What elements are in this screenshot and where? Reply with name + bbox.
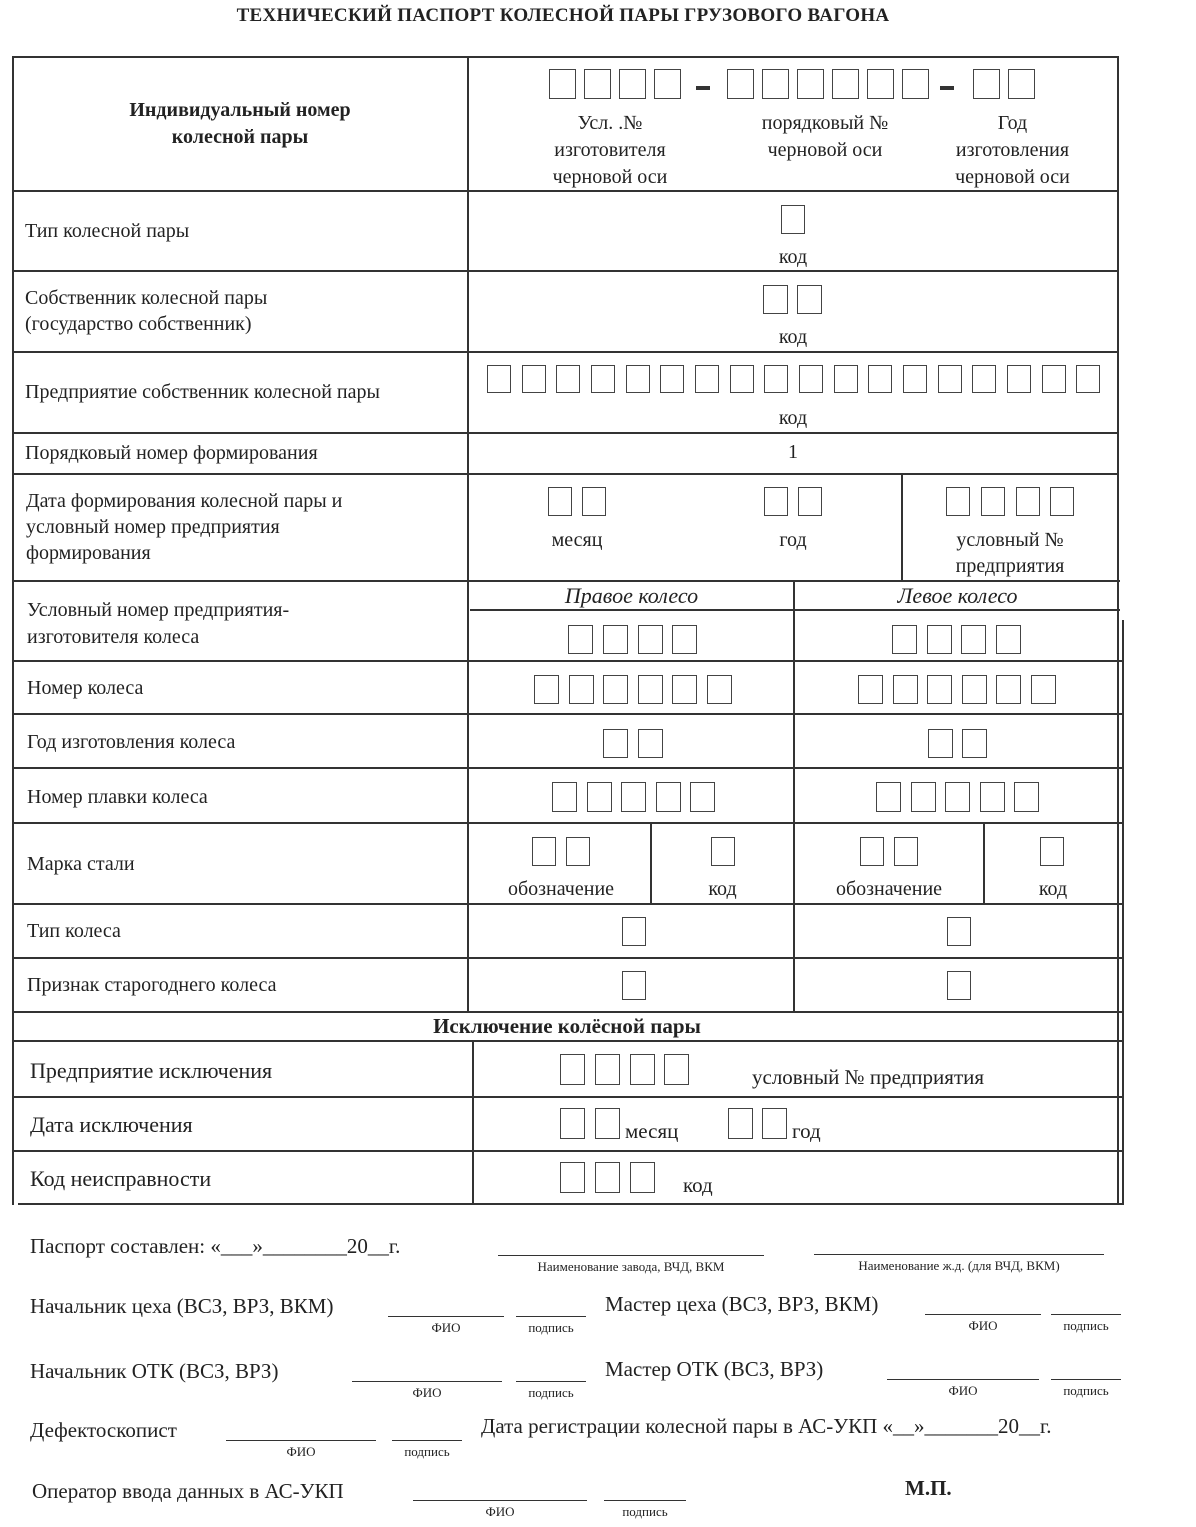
digit-box[interactable] bbox=[522, 365, 546, 393]
wheelset-number-label: Индивидуальный номер bbox=[129, 99, 351, 121]
exclusion-heading: Исключение колёсной пары bbox=[433, 1014, 701, 1038]
steel-grade-label: Марка стали bbox=[27, 853, 135, 875]
digit-box[interactable] bbox=[868, 365, 892, 393]
row-divider bbox=[12, 660, 1122, 662]
wheel-column-divider bbox=[793, 580, 795, 1012]
enterprise-number-box[interactable] bbox=[1016, 487, 1040, 516]
exclusion-month-caption: месяц bbox=[625, 1119, 679, 1143]
dash-separator bbox=[696, 86, 710, 90]
exclusion-year-box[interactable] bbox=[728, 1108, 753, 1139]
exclusion-date-label: Дата исключения bbox=[30, 1112, 193, 1137]
wheel-type-label: Тип колеса bbox=[27, 920, 121, 942]
left-wheel-maker-box[interactable] bbox=[961, 625, 986, 654]
fault-code-box[interactable] bbox=[560, 1162, 585, 1193]
digit-box[interactable] bbox=[797, 69, 824, 99]
right-old-wheel-box[interactable] bbox=[622, 971, 646, 1000]
shop-master-fio-line[interactable] bbox=[925, 1314, 1041, 1315]
exclusion-enterprise-box[interactable] bbox=[560, 1054, 585, 1085]
left-wheel-number-box[interactable] bbox=[893, 675, 918, 704]
signature-caption: подпись bbox=[528, 1320, 574, 1335]
shop-head-label: Начальник цеха (ВСЗ, ВРЗ, ВКМ) bbox=[30, 1294, 334, 1318]
row-divider bbox=[12, 822, 1122, 824]
left-wheel-year-box[interactable] bbox=[962, 729, 987, 758]
designation-caption: обозначение bbox=[507, 878, 615, 900]
month-box[interactable] bbox=[582, 487, 606, 516]
left-wheel-number-box[interactable] bbox=[996, 675, 1021, 704]
right-steel-code-box[interactable] bbox=[711, 837, 735, 866]
fault-code-caption: код bbox=[683, 1173, 713, 1197]
melt-number-label: Номер плавки колеса bbox=[27, 786, 208, 808]
row-divider bbox=[12, 903, 1122, 905]
fault-code-box[interactable] bbox=[595, 1162, 620, 1193]
fio-caption: ФИО bbox=[431, 1320, 461, 1335]
exclusion-enterprise-box[interactable] bbox=[630, 1054, 655, 1085]
enterprise-number-box[interactable] bbox=[1050, 487, 1074, 516]
digit-box[interactable] bbox=[1042, 365, 1066, 393]
defectoscopist-fio-line[interactable] bbox=[226, 1440, 376, 1441]
formation-date-label: формирования bbox=[26, 542, 151, 564]
exclusion-enterprise-box[interactable] bbox=[664, 1054, 689, 1085]
digit-box[interactable] bbox=[549, 69, 576, 99]
right-melt-number-box[interactable] bbox=[656, 782, 681, 812]
digit-box[interactable] bbox=[660, 365, 684, 393]
right-wheel-maker-box[interactable] bbox=[603, 625, 628, 654]
shop-head-signature-line[interactable] bbox=[516, 1316, 586, 1317]
row-divider bbox=[12, 1040, 1122, 1042]
left-steel-designation-box[interactable] bbox=[860, 837, 884, 866]
formation-date-label: Дата формирования колесной пары и bbox=[26, 490, 343, 512]
digit-box[interactable] bbox=[654, 69, 681, 99]
digit-box[interactable] bbox=[1007, 365, 1031, 393]
wheel-maker-label: Условный номер предприятия- bbox=[27, 599, 290, 621]
row-divider bbox=[12, 432, 1118, 434]
digit-box[interactable] bbox=[973, 69, 1000, 99]
axle-year-caption: изготовления bbox=[955, 139, 1070, 161]
right-wheel-number-box[interactable] bbox=[603, 675, 628, 704]
axle-year-caption: Год bbox=[997, 112, 1028, 134]
right-wheel-number-box[interactable] bbox=[707, 675, 732, 704]
formation-number-value: 1 bbox=[788, 441, 798, 463]
otk-head-fio-line[interactable] bbox=[352, 1381, 502, 1382]
row-divider bbox=[12, 1096, 1122, 1098]
registration-date-label: Дата регистрации колесной пары в АС-УКП «__»_______20__г. bbox=[481, 1414, 1052, 1438]
shop-head-fio-line[interactable] bbox=[388, 1316, 504, 1317]
right-wheel-header: Правое колесо bbox=[564, 583, 699, 608]
code-caption: код bbox=[778, 407, 808, 429]
plant-name-caption: Наименование завода, ВЧД, ВКМ bbox=[537, 1259, 725, 1274]
otk-head-signature-line[interactable] bbox=[516, 1381, 586, 1382]
axle-year-caption: черновой оси bbox=[955, 166, 1070, 188]
right-wheel-year-box[interactable] bbox=[638, 729, 663, 758]
enterprise-number-box[interactable] bbox=[946, 487, 970, 516]
right-melt-number-box[interactable] bbox=[621, 782, 646, 812]
wheel-number-label: Номер колеса bbox=[27, 677, 144, 699]
digit-box[interactable] bbox=[730, 365, 754, 393]
digit-box[interactable] bbox=[832, 69, 859, 99]
left-wheel-maker-box[interactable] bbox=[892, 625, 917, 654]
otk-master-label: Мастер ОТК (ВСЗ, ВРЗ) bbox=[605, 1357, 824, 1381]
digit-box[interactable] bbox=[972, 365, 996, 393]
label-column-divider bbox=[467, 56, 469, 1012]
operator-signature-line[interactable] bbox=[604, 1500, 686, 1501]
left-steel-designation-box[interactable] bbox=[894, 837, 918, 866]
signature-caption: подпись bbox=[622, 1504, 668, 1519]
left-wheel-number-box[interactable] bbox=[1031, 675, 1056, 704]
owner-code-box[interactable] bbox=[763, 285, 788, 314]
right-melt-number-box[interactable] bbox=[690, 782, 715, 812]
fio-caption: ФИО bbox=[968, 1318, 998, 1333]
signature-caption: подпись bbox=[1063, 1383, 1109, 1398]
fio-caption: ФИО bbox=[412, 1385, 442, 1400]
owner-label: (государство собственник) bbox=[25, 313, 252, 335]
digit-box[interactable] bbox=[903, 365, 927, 393]
exclusion-month-box[interactable] bbox=[595, 1108, 620, 1139]
otk-master-fio-line[interactable] bbox=[887, 1379, 1039, 1380]
row-divider bbox=[12, 957, 1122, 959]
operator-label: Оператор ввода данных в АС-УКП bbox=[32, 1479, 344, 1503]
left-melt-number-box[interactable] bbox=[911, 782, 936, 812]
right-wheel-maker-box[interactable] bbox=[568, 625, 593, 654]
manufacturer-number-caption: изготовителя bbox=[554, 139, 666, 161]
digit-box[interactable] bbox=[764, 365, 788, 393]
right-wheel-number-box[interactable] bbox=[534, 675, 559, 704]
dash-separator bbox=[940, 86, 954, 90]
fio-caption: ФИО bbox=[948, 1383, 978, 1398]
signature-caption: подпись bbox=[528, 1385, 574, 1400]
wheel-year-label: Год изготовления колеса bbox=[27, 731, 236, 753]
document-title: ТЕХНИЧЕСКИЙ ПАСПОРТ КОЛЕСНОЙ ПАРЫ ГРУЗОВОГО ВАГОНА bbox=[236, 5, 890, 26]
month-caption: месяц bbox=[551, 529, 603, 551]
left-wheel-number-box[interactable] bbox=[927, 675, 952, 704]
right-wheel-type-box[interactable] bbox=[622, 917, 646, 946]
row-divider bbox=[12, 270, 1118, 272]
left-melt-number-box[interactable] bbox=[980, 782, 1005, 812]
right-steel-designation-box[interactable] bbox=[532, 837, 556, 866]
row-divider bbox=[12, 473, 1118, 475]
left-old-wheel-box[interactable] bbox=[947, 971, 971, 1000]
old-wheel-label: Признак старогоднего колеса bbox=[27, 974, 277, 996]
right-steel-designation-box[interactable] bbox=[566, 837, 590, 866]
row-divider bbox=[12, 351, 1118, 353]
code-caption: код bbox=[778, 246, 808, 268]
digit-box[interactable] bbox=[1076, 365, 1100, 393]
row-divider bbox=[12, 1150, 1122, 1152]
enterprise-number-box[interactable] bbox=[981, 487, 1005, 516]
exclusion-enterprise-box[interactable] bbox=[595, 1054, 620, 1085]
otk-master-signature-line[interactable] bbox=[1051, 1379, 1121, 1380]
code-caption: код bbox=[1038, 878, 1068, 900]
row-divider bbox=[12, 767, 1122, 769]
digit-box[interactable] bbox=[695, 365, 719, 393]
table-border-top bbox=[12, 56, 1118, 58]
left-wheel-number-box[interactable] bbox=[858, 675, 883, 704]
right-wheel-number-box[interactable] bbox=[569, 675, 594, 704]
left-wheel-year-box[interactable] bbox=[928, 729, 953, 758]
digit-box[interactable] bbox=[762, 69, 789, 99]
row-divider bbox=[470, 609, 1120, 611]
left-wheel-maker-box[interactable] bbox=[927, 625, 952, 654]
digit-box[interactable] bbox=[938, 365, 962, 393]
code-caption: код bbox=[708, 878, 737, 900]
right-melt-number-box[interactable] bbox=[552, 782, 577, 812]
wheel-maker-label: изготовителя колеса bbox=[27, 626, 200, 648]
table-border-right-lower bbox=[1122, 620, 1124, 1205]
formation-number-label: Порядковый номер формирования bbox=[25, 442, 318, 464]
manufacturer-number-caption: Усл. .№ bbox=[577, 112, 643, 134]
exclusion-year-caption: год bbox=[792, 1119, 821, 1143]
fault-code-box[interactable] bbox=[630, 1162, 655, 1193]
left-melt-number-box[interactable] bbox=[876, 782, 901, 812]
row-divider bbox=[12, 713, 1122, 715]
shop-master-signature-line[interactable] bbox=[1051, 1314, 1121, 1315]
wheelset-number-label: колесной пары bbox=[171, 126, 309, 148]
right-wheel-year-box[interactable] bbox=[603, 729, 628, 758]
left-steel-code-box[interactable] bbox=[1040, 837, 1064, 866]
month-box[interactable] bbox=[548, 487, 572, 516]
formation-date-label: условный номер предприятия bbox=[26, 516, 280, 538]
signature-caption: подпись bbox=[404, 1444, 450, 1459]
plant-name-line[interactable] bbox=[498, 1255, 764, 1256]
exclusion-enterprise-caption: условный № предприятия bbox=[752, 1065, 985, 1089]
digit-box[interactable] bbox=[1008, 69, 1035, 99]
enterprise-owner-label: Предприятие собственник колесной пары bbox=[25, 381, 380, 403]
enterprise-number-caption: условный № bbox=[956, 529, 1064, 551]
digit-box[interactable] bbox=[867, 69, 894, 99]
left-wheel-header: Левое колесо bbox=[897, 583, 1018, 608]
digit-box[interactable] bbox=[591, 365, 615, 393]
passport-made-label: Паспорт составлен: «___»________20__г. bbox=[30, 1234, 401, 1258]
manufacturer-number-caption: черновой оси bbox=[552, 166, 668, 188]
owner-code-box[interactable] bbox=[797, 285, 822, 314]
digit-box[interactable] bbox=[902, 69, 929, 99]
year-box[interactable] bbox=[764, 487, 788, 516]
left-melt-number-box[interactable] bbox=[945, 782, 970, 812]
table-border-bottom bbox=[18, 1203, 1123, 1205]
railway-name-line[interactable] bbox=[814, 1254, 1104, 1255]
right-melt-number-box[interactable] bbox=[587, 782, 612, 812]
digit-box[interactable] bbox=[556, 365, 580, 393]
exclusion-year-box[interactable] bbox=[762, 1108, 787, 1139]
railway-name-caption: Наименование ж.д. (для ВЧД, ВКМ) bbox=[858, 1258, 1060, 1273]
fio-caption: ФИО bbox=[485, 1504, 515, 1519]
year-caption: год bbox=[779, 529, 807, 551]
digit-box[interactable] bbox=[799, 365, 823, 393]
enterprise-number-caption: предприятия bbox=[955, 555, 1065, 577]
signature-caption: подпись bbox=[1063, 1318, 1109, 1333]
fio-caption: ФИО bbox=[286, 1444, 316, 1459]
left-wheel-maker-box[interactable] bbox=[996, 625, 1021, 654]
left-melt-number-box[interactable] bbox=[1014, 782, 1039, 812]
right-wheel-maker-box[interactable] bbox=[638, 625, 663, 654]
fault-code-label: Код неисправности bbox=[30, 1166, 212, 1191]
operator-fio-line[interactable] bbox=[413, 1500, 587, 1501]
designation-caption: обозначение bbox=[835, 878, 943, 900]
digit-box[interactable] bbox=[584, 69, 611, 99]
left-wheel-type-box[interactable] bbox=[947, 917, 971, 946]
digit-box[interactable] bbox=[619, 69, 646, 99]
left-wheel-number-box[interactable] bbox=[962, 675, 987, 704]
exclusion-enterprise-label: Предприятие исключения bbox=[30, 1058, 273, 1083]
owner-label: Собственник колесной пары bbox=[25, 287, 268, 309]
digit-box[interactable] bbox=[626, 365, 650, 393]
exclusion-month-box[interactable] bbox=[560, 1108, 585, 1139]
defectoscopist-signature-line[interactable] bbox=[392, 1440, 462, 1441]
shop-master-label: Мастер цеха (ВСЗ, ВРЗ, ВКМ) bbox=[605, 1292, 879, 1316]
serial-number-caption: порядковый № bbox=[761, 112, 889, 134]
otk-head-label: Начальник ОТК (ВСЗ, ВРЗ) bbox=[30, 1359, 279, 1383]
right-wheel-number-box[interactable] bbox=[672, 675, 697, 704]
wheelset-type-box[interactable] bbox=[781, 205, 805, 234]
right-wheel-number-box[interactable] bbox=[638, 675, 663, 704]
wheelset-type-label: Тип колесной пары bbox=[25, 220, 190, 242]
digit-box[interactable] bbox=[727, 69, 754, 99]
year-box[interactable] bbox=[798, 487, 822, 516]
right-wheel-maker-box[interactable] bbox=[672, 625, 697, 654]
digit-box[interactable] bbox=[834, 365, 858, 393]
stamp-placeholder: М.П. bbox=[905, 1476, 952, 1500]
code-caption: код bbox=[778, 326, 808, 348]
serial-number-caption: черновой оси bbox=[767, 139, 883, 161]
defectoscopist-label: Дефектоскопист bbox=[30, 1418, 177, 1442]
digit-box[interactable] bbox=[487, 365, 511, 393]
label-column-divider-lower bbox=[472, 1040, 474, 1205]
